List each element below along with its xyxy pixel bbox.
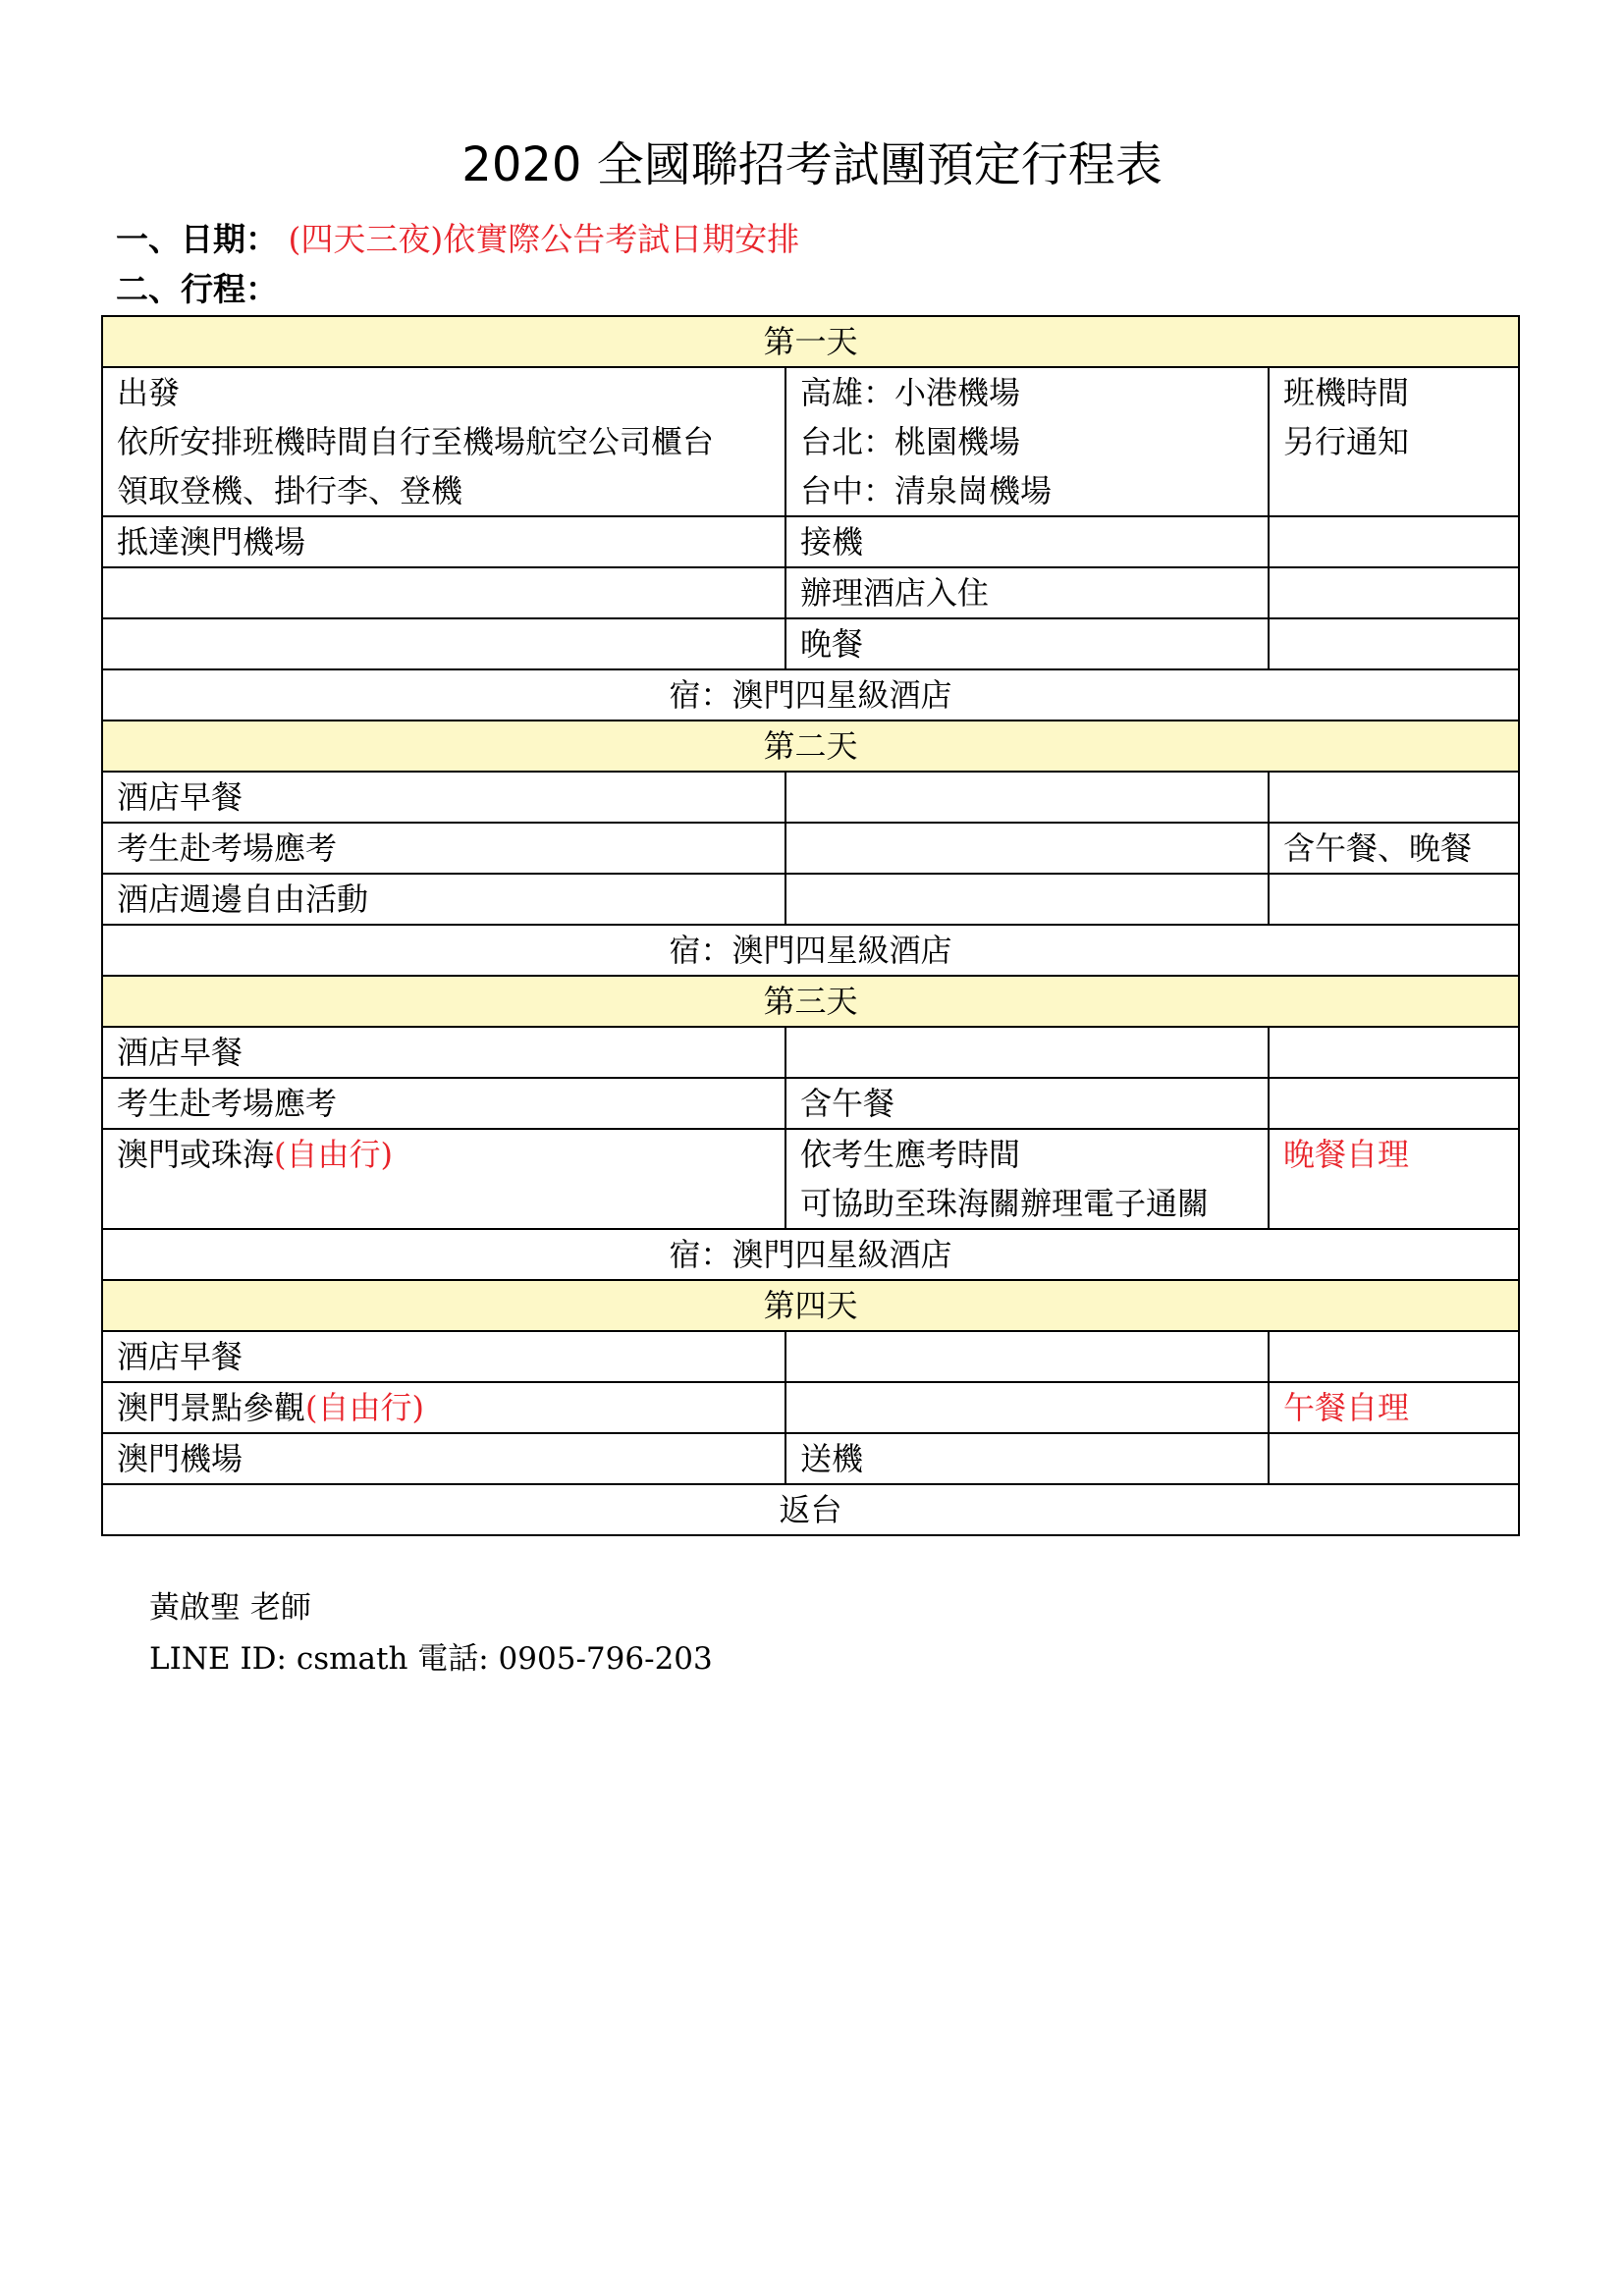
schedule-row bbox=[102, 618, 1519, 669]
schedule-row bbox=[102, 1331, 1519, 1382]
cell-line: 依考生應考時間 bbox=[800, 1136, 1021, 1173]
detail-cell bbox=[785, 1129, 1269, 1229]
schedule-row bbox=[102, 1382, 1519, 1433]
schedule-row bbox=[102, 516, 1519, 567]
itinerary-label: 二、行程： bbox=[116, 270, 278, 308]
activity-cell: 澳門機場 bbox=[102, 1433, 785, 1484]
detail-cell bbox=[785, 1382, 1269, 1433]
detail-cell bbox=[785, 823, 1269, 874]
cell-line: 領取登機、掛行李、登機 bbox=[117, 472, 463, 509]
date-line bbox=[116, 218, 799, 261]
activity-cell: 酒店早餐 bbox=[102, 772, 785, 823]
activity-cell: 考生赴考場應考 bbox=[102, 1078, 785, 1129]
detail-cell bbox=[785, 874, 1269, 925]
cell-line: 可協助至珠海關辦理電子通關 bbox=[800, 1185, 1210, 1222]
itinerary-line bbox=[116, 268, 278, 311]
activity-cell: 酒店早餐 bbox=[102, 1331, 785, 1382]
day-header-row bbox=[102, 1280, 1519, 1331]
itinerary-table bbox=[101, 315, 1520, 1536]
note-cell: 午餐自理 bbox=[1269, 1382, 1519, 1433]
cell-line: 班機時間 bbox=[1283, 374, 1410, 411]
activity-cell: 酒店早餐 bbox=[102, 1027, 785, 1078]
day-header: 第三天 bbox=[102, 976, 1519, 1027]
detail-cell bbox=[785, 367, 1269, 516]
note-cell bbox=[1269, 1027, 1519, 1078]
cell-line: 台中：清泉崗機場 bbox=[800, 472, 1053, 509]
schedule-row bbox=[102, 1078, 1519, 1129]
activity-cell bbox=[102, 367, 785, 516]
note-cell bbox=[1269, 367, 1519, 516]
note-cell bbox=[1269, 874, 1519, 925]
activity-cell: 抵達澳門機場 bbox=[102, 516, 785, 567]
day-header-row bbox=[102, 721, 1519, 772]
activity-cell: 酒店週邊自由活動 bbox=[102, 874, 785, 925]
activity-cell bbox=[102, 567, 785, 618]
day-header: 第二天 bbox=[102, 721, 1519, 772]
detail-cell bbox=[785, 772, 1269, 823]
cell-line: 出發 bbox=[117, 374, 181, 411]
stay-row bbox=[102, 1229, 1519, 1280]
note-cell bbox=[1269, 618, 1519, 669]
activity-text: 澳門景點參觀 bbox=[117, 1389, 306, 1426]
date-value: (四天三夜)依實際公告考試日期安排 bbox=[288, 220, 800, 258]
detail-cell bbox=[785, 1331, 1269, 1382]
schedule-row bbox=[102, 874, 1519, 925]
stay-cell: 宿：澳門四星級酒店 bbox=[102, 1229, 1519, 1280]
schedule-row bbox=[102, 1027, 1519, 1078]
teacher-name: 黃啟聖 老師 bbox=[149, 1590, 311, 1626]
stay-cell: 宿：澳門四星級酒店 bbox=[102, 925, 1519, 976]
stay-row bbox=[102, 669, 1519, 721]
schedule-row bbox=[102, 367, 1519, 516]
cell-line: 另行通知 bbox=[1283, 423, 1410, 460]
cell-line: 依所安排班機時間自行至機場航空公司櫃台 bbox=[117, 423, 715, 460]
schedule-row bbox=[102, 1433, 1519, 1484]
schedule-row bbox=[102, 772, 1519, 823]
cell-line: 台北：桃園機場 bbox=[800, 423, 1021, 460]
free-travel-tag: (自由行) bbox=[305, 1389, 424, 1426]
activity-cell: 考生赴考場應考 bbox=[102, 823, 785, 874]
note-cell bbox=[1269, 1331, 1519, 1382]
note-cell: 含午餐、晚餐 bbox=[1269, 823, 1519, 874]
activity-cell bbox=[102, 1382, 785, 1433]
detail-cell bbox=[785, 1027, 1269, 1078]
return-row bbox=[102, 1484, 1519, 1535]
schedule-row bbox=[102, 567, 1519, 618]
free-travel-tag: (自由行) bbox=[274, 1136, 393, 1173]
cell-line: 高雄：小港機場 bbox=[800, 374, 1021, 411]
stay-cell: 宿：澳門四星級酒店 bbox=[102, 669, 1519, 721]
detail-cell: 晚餐 bbox=[785, 618, 1269, 669]
activity-text: 澳門或珠海 bbox=[117, 1136, 275, 1173]
note-cell bbox=[1269, 567, 1519, 618]
date-label: 一、日期： bbox=[116, 220, 278, 258]
detail-cell: 辦理酒店入住 bbox=[785, 567, 1269, 618]
stay-row bbox=[102, 925, 1519, 976]
day-header-row bbox=[102, 976, 1519, 1027]
detail-cell: 含午餐 bbox=[785, 1078, 1269, 1129]
page-title: 2020 全國聯招考試團預定行程表 bbox=[461, 137, 1163, 192]
return-cell: 返台 bbox=[102, 1484, 1519, 1535]
detail-cell: 送機 bbox=[785, 1433, 1269, 1484]
schedule-row bbox=[102, 823, 1519, 874]
day-header: 第一天 bbox=[102, 316, 1519, 367]
note-cell bbox=[1269, 1078, 1519, 1129]
activity-cell bbox=[102, 618, 785, 669]
detail-cell: 接機 bbox=[785, 516, 1269, 567]
note-cell bbox=[1269, 1433, 1519, 1484]
contact-info: LINE ID: csmath 電話: 0905-796-203 bbox=[149, 1641, 713, 1677]
schedule-row bbox=[102, 1129, 1519, 1229]
day-header-row bbox=[102, 316, 1519, 367]
note-cell: 晚餐自理 bbox=[1269, 1129, 1519, 1229]
day-header: 第四天 bbox=[102, 1280, 1519, 1331]
activity-cell bbox=[102, 1129, 785, 1229]
note-cell bbox=[1269, 516, 1519, 567]
note-cell bbox=[1269, 772, 1519, 823]
